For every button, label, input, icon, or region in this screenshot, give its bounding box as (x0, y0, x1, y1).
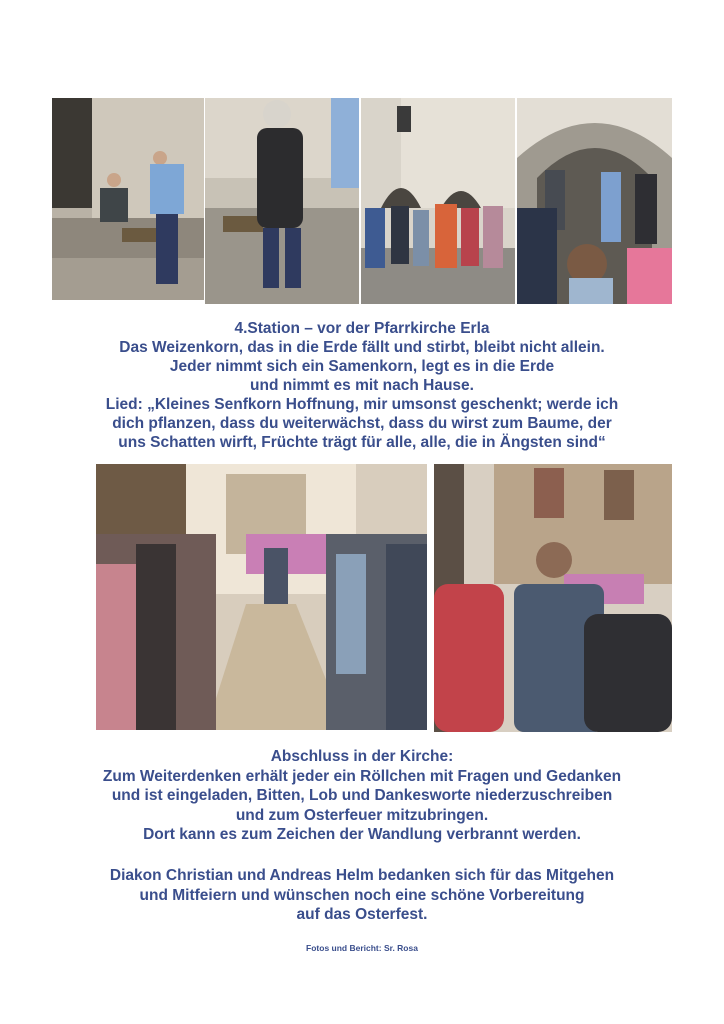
photo-leaders-under-arch (517, 98, 672, 304)
photo-woman-taking-seed (205, 98, 359, 304)
closing-line: und ist eingeladen, Bitten, Lob und Dankesworte niederzuschreiben (111, 787, 613, 804)
closing-text (40, 747, 684, 845)
song-line: Lied: „Kleines Senfkorn Hoffnung, mir umsonst geschenkt; werde ich (105, 396, 619, 413)
station-4-line: und nimmt es mit nach Hause. (250, 377, 474, 394)
station-4-line: Jeder nimmt sich ein Samenkorn, legt es in die Erde (169, 358, 555, 375)
closing-title: Abschluss in der Kirche: (270, 748, 454, 765)
thanks-line: und Mitfeiern und wünschen noch eine schöne Vorbereitung (139, 886, 585, 904)
photo-kneeling-at-steps (52, 98, 204, 300)
station-4-title: 4.Station – vor der Pfarrkirche Erla (234, 320, 490, 337)
photo-group-at-archway (361, 98, 515, 304)
closing-line: und zum Osterfeuer mitzubringen. (235, 806, 489, 824)
photo-handing-out-scrolls (434, 464, 672, 732)
photo-church-interior-aisle (96, 464, 427, 730)
thanks-line: auf das Osterfest. (296, 906, 428, 923)
thanks-text (40, 866, 684, 925)
song-line: uns Schatten wirft, Früchte trägt für alle, alle, die in Ängsten sind“ (118, 434, 606, 451)
station-4-text (40, 319, 684, 452)
closing-line: Dort kann es zum Zeichen der Wandlung verbrannt werden. (143, 826, 581, 843)
thanks-line: Diakon Christian und Andreas Helm bedanken sich für das Mitgehen (109, 867, 615, 884)
station-4-line: Das Weizenkorn, das in die Erde fällt und stirbt, bleibt nicht allein. (119, 339, 605, 356)
closing-line: Zum Weiterdenken erhält jeder ein Röllchen mit Fragen und Gedanken (102, 767, 622, 785)
photo-credit: Fotos und Bericht: Sr. Rosa (306, 943, 418, 953)
song-line: dich pflanzen, dass du weiterwächst, dass du wirst zum Baume, der (112, 415, 612, 432)
